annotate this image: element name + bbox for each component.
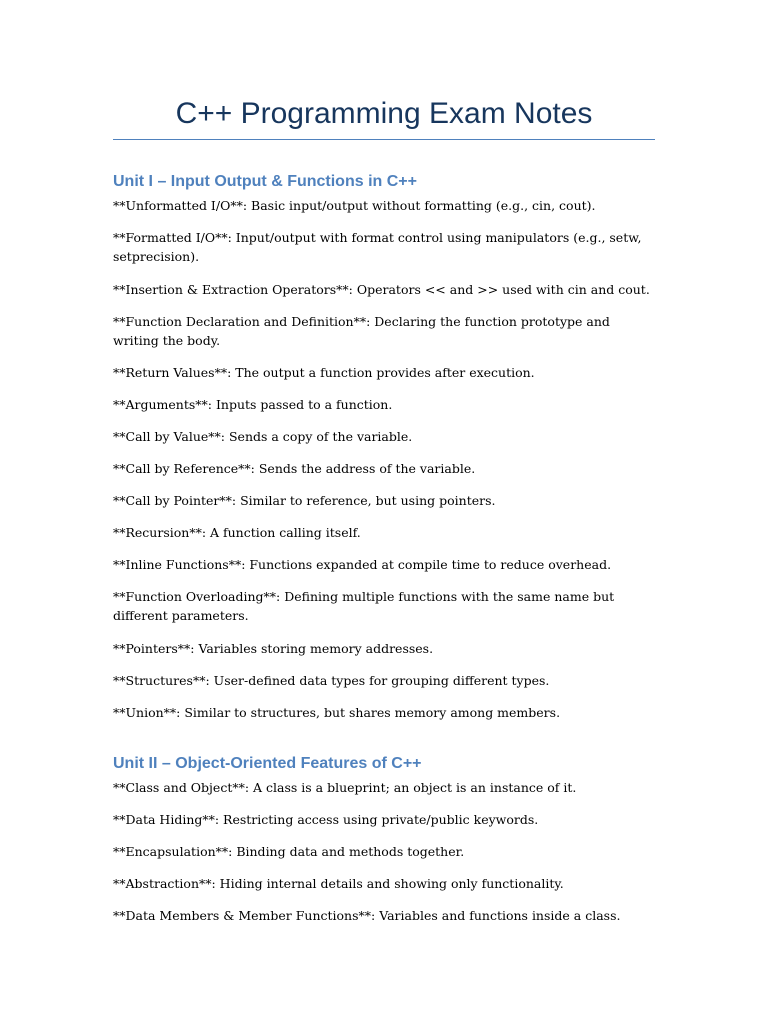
unit-2-item-class-and-object: **Class and Object**: A class is a blueprint; an object is an instance of it. xyxy=(113,780,577,795)
unit-1-item-insertion-extraction: **Insertion & Extraction Operators**: Operators << and >> used with cin and cout. xyxy=(113,282,650,297)
unit-1-item-inline-functions: **Inline Functions**: Functions expanded at compile time to reduce overhead. xyxy=(113,557,612,572)
title-underline xyxy=(113,139,655,140)
unit-2-item-data-hiding: **Data Hiding**: Restricting access using private/public keywords. xyxy=(113,812,539,827)
unit-1-heading: Unit I – Input Output & Functions in C++ xyxy=(113,173,417,190)
unit-1-item-call-by-value: **Call by Value**: Sends a copy of the variable. xyxy=(113,429,413,444)
unit-1-item-formatted-io: **Formatted I/O**: Input/output with format control using manipulators (e.g., setw, setprecision). xyxy=(113,230,642,264)
unit-2-item-encapsulation: **Encapsulation**: Binding data and methods together. xyxy=(113,844,465,859)
unit-1-item-unformatted-io: **Unformatted I/O**: Basic input/output without formatting (e.g., cin, cout). xyxy=(113,198,596,213)
document-title: C++ Programming Exam Notes xyxy=(175,97,593,130)
unit-1-item-function-declaration: **Function Declaration and Definition**: Declaring the function prototype and writing the body. xyxy=(113,314,610,348)
unit-1-item-pointers: **Pointers**: Variables storing memory addresses. xyxy=(113,641,434,656)
unit-1-item-union: **Union**: Similar to structures, but shares memory among members. xyxy=(113,705,561,720)
unit-1-item-arguments: **Arguments**: Inputs passed to a function. xyxy=(113,397,393,412)
unit-2-item-abstraction: **Abstraction**: Hiding internal details and showing only functionality. xyxy=(113,876,564,891)
unit-1-item-call-by-pointer: **Call by Pointer**: Similar to reference, but using pointers. xyxy=(113,493,496,508)
unit-1-item-return-values: **Return Values**: The output a function provides after execution. xyxy=(113,365,535,380)
unit-2-heading: Unit II – Object-Oriented Features of C++ xyxy=(113,755,422,772)
unit-2-item-data-members: **Data Members & Member Functions**: Variables and functions inside a class. xyxy=(113,908,621,923)
unit-1-item-function-overloading: **Function Overloading**: Defining multiple functions with the same name but different parameters. xyxy=(113,589,615,623)
unit-1-item-structures: **Structures**: User-defined data types for grouping different types. xyxy=(113,673,550,688)
unit-1-item-call-by-reference: **Call by Reference**: Sends the address of the variable. xyxy=(113,461,476,476)
unit-1-item-recursion: **Recursion**: A function calling itself. xyxy=(113,525,361,540)
